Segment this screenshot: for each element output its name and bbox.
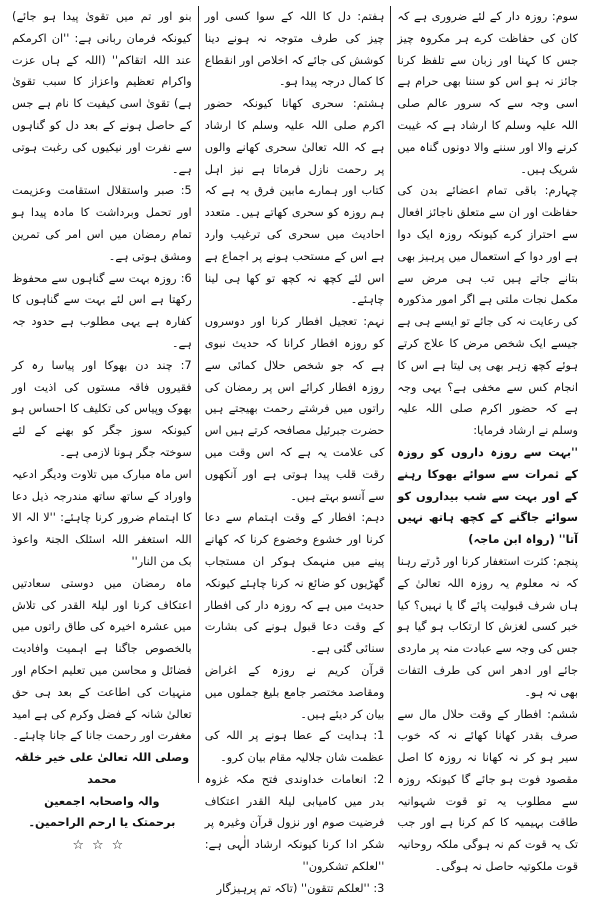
paragraph-point-7: 7: چند دن بھوکا اور پیاسا رہ کر فقیروں فاقہ مستوں کی اذیت اور بھوک وپیاس کی تکلیف کا احساس ہو کیونکہ سوز جگر کو بھنے کے لئے سوختہ جگر ہونا لازمی ہے۔ xyxy=(12,358,192,459)
paragraph-point-2: 2: انعامات خداوندی فتح مکہ غزوہ بدر میں کامیابی لیلۃ القدر اعتکاف فرضیت صوم اور نزول قرآن وغیرہ پر شکر ادا کرنا کیونکہ ارشاد الٰہی ہے: ''لعلکم تشکرون'' xyxy=(204,772,385,874)
paragraph-dua: اس ماہ مبارک میں تلاوت ودیگر ادعیہ واوراد کے ساتھ ساتھ مندرجہ ذیل دعا کا اہتمام ضرور کرنا چاہئے: ''لا الہ الا اللہ استغفر اللہ اسئلک الجنۃ واعوذ بک من النار'' xyxy=(12,467,192,568)
column-left xyxy=(6,6,199,854)
paragraph-hadith-quote: ''بہت سے روزہ داروں کو روزہ کے ثمرات سے سوائے بھوکا رہنے کے اور بہت سے شب بیداروں کو سوائے جاگنے کے کچھ ہاتھ نہیں آتا'' (رواہ ابن ماجہ) xyxy=(397,445,578,547)
paragraph-point-1: 1: ہدایت کے عطا ہونے پر اللہ کی عظمت شان جلالیہ مقام بیان کرو۔ xyxy=(204,729,385,765)
paragraph-point-3: 3: ''لعلکم تتقون'' (تاکہ تم پرہیزگار xyxy=(216,881,385,895)
closing-line-3: برحمتک یا ارحم الراحمین۔ xyxy=(28,816,176,830)
paragraph-point-6: 6: روزہ بہت سے گناہوں سے محفوظ رکھتا ہے اس لئے بہت سے گناہوں کا کفارہ ہے یہی مطلوب ہے حدود جہ ہے۔ xyxy=(12,271,192,350)
paragraph-hashtum-suhoor: ہشتم: سحری کھانا کیونکہ حضور اکرم صلی اللہ علیہ وسلم کا ارشاد ہے کہ اللہ تعالیٰ سحری کھانے والوں پر رحمت نازل فرماتا ہے نیز اہل کتاب اور ہمارے مابین فرق یہ ہے کہ ہم روزہ کو سحری کھاتے ہیں۔ متعدد احادیث میں سحری کی ترغیب وارد ہے اس کے مستحب ہونے پر اجماع ہے اس لئے کچھ نہ کچھ تو کھا ہی لینا چاہئے۔ xyxy=(204,97,385,307)
column-right xyxy=(391,6,584,874)
closing-line-1: وصلی اللہ تعالیٰ علی خیر خلقہ محمد xyxy=(14,751,190,786)
paragraph-taqwa: بنو اور تم میں تقویٰ پیدا ہو جائے) کیونکہ فرمان ربانی ہے: ''ان اکرمکم عند اللہ اتقاکم'' (اللہ کے ہاں عزت واکرام تعظیم واعزاز کا سبب تقویٰ ہے) تقویٰ اسی کیفیت کا نام ہے جس کے حاصل ہونے کے بعد دل کو گناہوں سے نفرت اور نیکیوں کی رغبت ہوتی ہے۔ xyxy=(12,10,192,176)
closing-line-2: والہ واصحابہ اجمعین xyxy=(44,794,160,808)
column-middle xyxy=(199,6,392,895)
paragraph-itikaf: ماہ رمضان میں دوستی سعادتیں اعتکاف کرنا اور لیلۃ القدر کی تلاش میں عشرہ اخیرہ کی طاق راتوں میں بالخصوص جاگنا ہے اہمیت وافادیت فضائل و محاسن میں تعلیم احکام اور منہیات کی اطاعت کے بعد ہی حق تعالیٰ شانہ کے فضل وکرم کی ہے امید مغفرت اور رحمت جانا کے جانا چاہئے۔ xyxy=(12,576,192,743)
paragraph-chaharum-limbs: چہارم: باقی تمام اعضائے بدن کی حفاظت اور ان سے متعلق ناجائز افعال سے احتراز کرے کیونکہ روزہ ایک دوا ہے اور دوا کے استعمال میں پرہیز بھی بتانے جاتے ہیں تب ہی مرض سے مکمل نجات ملتی ہے اگر امور مذکورہ کی رعایت نہ کی جائے تو ایسے ہی ہے جیسے ایک شخص مرض کا علاج کرتے ہوئے کچھ زہر بھی پی لیتا ہے اس کا انجام کس سے مخفی ہے؟ یہی وجہ ہے کہ حضور اکرم صلی اللہ علیہ وسلم نے ارشاد فرمایا: xyxy=(397,184,578,438)
paragraph-shashum-iftar-halal: ششم: افطار کے وقت حلال مال سے صرف بقدر کھانا کھائے نہ کہ خوب سیر ہو کر نہ کھانا نہ روزہ کا اصل مقصود فوت ہو جائے گا کیونکہ روزہ سے مطلوب یہ تو قوت شہوانیہ طاقت بہیمیہ کا کم کرنا ہے اور جب تک یہ قوت کم نہ ہوگی ملکہ روحانیہ قوت ملکوتیہ حاصل نہ ہوگی۔ xyxy=(397,707,578,874)
paragraph-quran-objectives: قرآن کریم نے روزہ کے اغراض ومقاصد مختصر جامع بلیغ جملوں میں بیان کر دیئے ہیں۔ xyxy=(204,663,385,721)
stars-ornament: ☆☆☆ xyxy=(72,838,132,854)
paragraph-haftum-heart: ہفتم: دل کا اللہ کے سوا کسی اور چیز کی طرف متوجہ نہ ہونے دینا کوشش کی جائے کہ اخلاص اور انقطاع کا کمال درجہ پیدا ہو۔ xyxy=(204,10,385,89)
paragraph-sawm-ears: سوم: روزہ دار کے لئے ضروری ہے کہ کان کی حفاظت کرے ہر مکروہ چیز جس کا کہنا اور زبان سے تلفظ کرنا جائز نہ ہو اس کو سننا بھی حرام ہے اسی وجہ سے کہ سرور عالم صلی اللہ علیہ وسلم کا ارشاد ہے کہ غیبت کرنے والا اور سننے والا دونوں گناہ میں شریک ہیں۔ xyxy=(397,10,578,176)
paragraph-point-5: 5: صبر واستقلال استقامت وعزیمت اور تحمل وبرداشت کا مادہ پیدا ہو تمام رمضان میں اس امر کی تمرین ومشق ہوتی ہے۔ xyxy=(12,184,192,263)
paragraph-panjum-istighfar: پنجم: کثرت استغفار کرنا اور ڈرتے رہنا کہ نہ معلوم یہ روزہ اللہ تعالیٰ کے ہاں شرف قبولیت پائے گا یا نہیں؟ کیا خبر کسی لغزش کا ارتکاب ہو گیا ہو جس کی وجہ سے عبادت منہ پر ماردی جائے اور ادھر اس کی طرف التفات بھی نہ ہو۔ xyxy=(397,554,578,699)
paragraph-daham-dua: دہم: افطار کے وقت اہتمام سے دعا کرنا اور خشوع وخضوع کرنا کہ کھانے پینے میں منہمک ہوکر ان مستجاب گھڑیوں کو ضائع نہ کرنا چاہئے کیونکہ حدیث میں ہے کہ روزہ دار کی افطار کے وقت دعا قبول ہونے کی بشارت سنائی گئی ہے۔ xyxy=(204,511,385,656)
paragraph-nahum-iftar: نہم: تعجیل افطار کرنا اور دوسروں کو روزہ افطار کرانا کہ حدیث نبوی ہے کہ جو شخص حلال کمائی سے روزہ افطار کرائے اس پر رمضان کی راتوں میں فرشتے رحمت بھیجتے ہیں حضرت جبرئیل مصافحہ کرتے ہیں اس کی علامت یہ ہے کہ اس وقت میں رقت قلب پیدا ہوتی ہے اور آنکھوں سے آنسو بہتے ہیں۔ xyxy=(204,315,385,503)
